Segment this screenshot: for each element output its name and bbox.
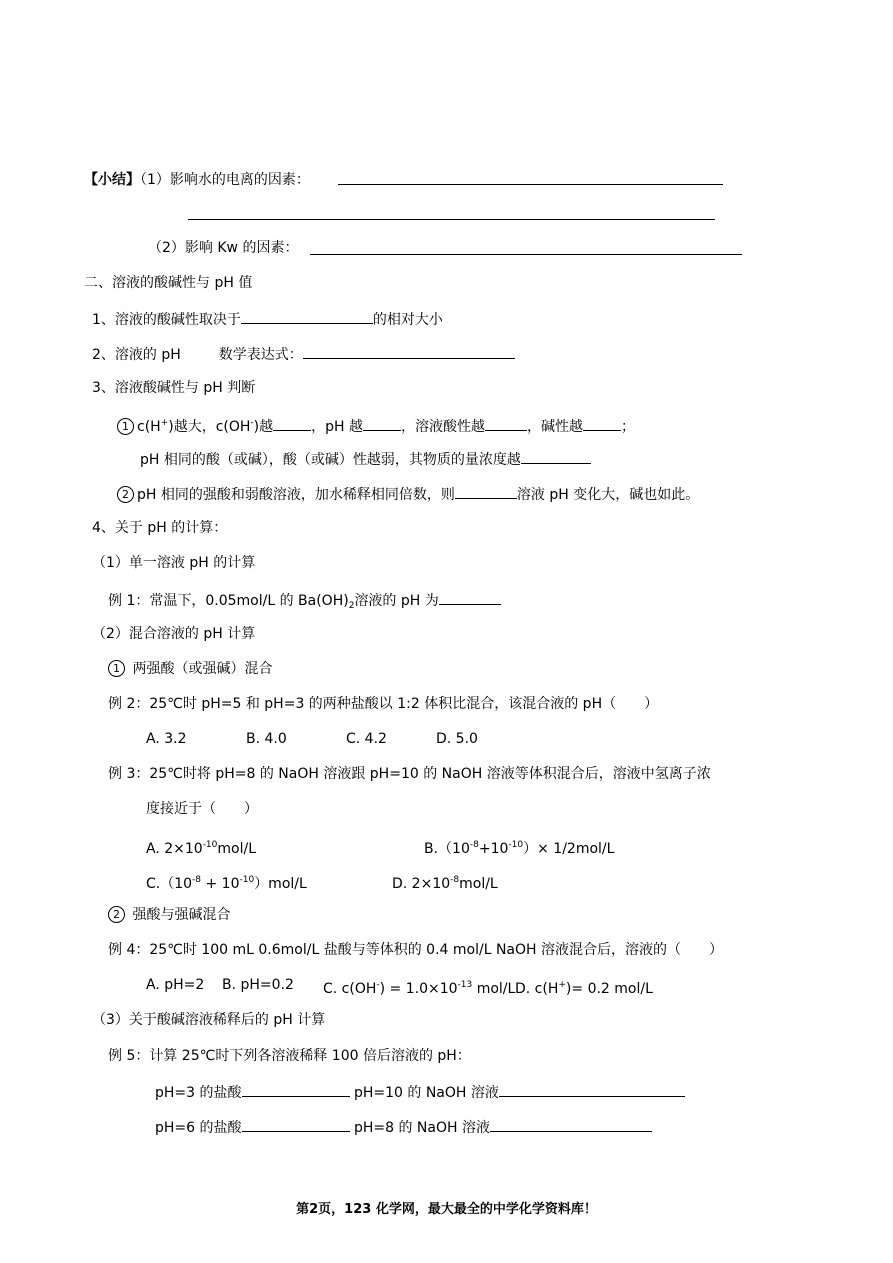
answer-blank[interactable]: [242, 1081, 350, 1097]
summary-item-2: （2）影响 Kw 的因素：: [148, 240, 299, 256]
answer-blank[interactable]: [188, 219, 715, 220]
subsection-1: （1）单一溶液 pH 的计算: [92, 555, 256, 571]
para-3c: 2 pH 相同的强酸和弱酸溶液，加水稀释相同倍数，则 溶液 pH 变化大，碱也如此。: [117, 483, 699, 505]
section-title: 二、溶液的酸碱性与 pH 值: [84, 275, 253, 291]
subsection-3: （3）关于酸碱溶液稀释后的 pH 计算: [92, 1012, 326, 1028]
example-3-cont: 度接近于（ ）: [146, 801, 258, 817]
answer-blank[interactable]: [583, 415, 621, 431]
answer-blank[interactable]: [363, 415, 401, 431]
para-1: 1、溶液的酸碱性取决于 的相对大小: [92, 308, 443, 330]
para-3: 3、溶液酸碱性与 pH 判断: [92, 380, 256, 396]
summary-tag: 【小结】: [84, 172, 140, 188]
option-b: B. pH=0.2: [222, 977, 294, 993]
option-c: C. 4.2: [346, 731, 387, 747]
example-5-row-2: pH=6 的盐酸 pH=8 的 NaOH 溶液: [155, 1116, 652, 1138]
page-footer: 第2页，123 化学网，最大最全的中学化学资料库！: [296, 1202, 597, 1217]
circled-number: 1: [108, 660, 125, 677]
option-d: D. 5.0: [436, 731, 478, 747]
summary-item-1: （1）影响水的电离的因素：: [140, 172, 310, 188]
option-a: A. $2\times 10^{-10}mol/L$: [146, 840, 256, 857]
answer-blank[interactable]: [490, 1116, 652, 1132]
example-1: 例 1：常温下，0.05mol/L 的 $Ba(OH)_2$溶液的 pH 为: [108, 589, 501, 616]
circled-number: 2: [108, 906, 125, 923]
answer-blank[interactable]: [241, 308, 373, 324]
example-5-row-1: pH=3 的盐酸 pH=10 的 NaOH 溶液: [155, 1081, 685, 1103]
example-3: 例 3：25℃时将 pH=8 的 NaOH 溶液跟 pH=10 的 NaOH 溶液等体积混合后，溶液中氢离子浓: [108, 766, 711, 782]
answer-blank[interactable]: [485, 415, 527, 431]
example-4: 例 4：25℃时 100 mL 0.6mol/L 盐酸与等体积的 0.4 mol/L NaOH 溶液混合后，溶液的（ ）: [108, 942, 724, 958]
circled-number: 1: [117, 418, 134, 435]
example-5: 例 5：计算 25℃时下列各溶液稀释 100 倍后溶液的 pH：: [108, 1048, 471, 1064]
para-3b: pH 相同的酸（或碱），酸（或碱）性越弱，其物质的量浓度越: [140, 448, 591, 470]
subsection-2b: 2 强酸与强碱混合: [108, 905, 230, 925]
option-a: A. 3.2: [146, 731, 187, 747]
answer-blank[interactable]: [499, 1081, 685, 1097]
answer-blank[interactable]: [439, 589, 501, 605]
subsection-2: （2）混合溶液的 pH 计算: [92, 626, 256, 642]
para-2: 2、溶液的 pH 数学表达式：: [92, 343, 515, 365]
subsection-2a: 1 两强酸（或强碱）混合: [108, 659, 272, 679]
answer-blank[interactable]: [455, 483, 517, 499]
option-c: $C.(10^{-8} + 10^{-10})mol/L$: [146, 875, 307, 892]
circled-number: 2: [117, 486, 134, 503]
answer-blank[interactable]: [303, 343, 515, 359]
para-3a: 1 c(H+)越大，c(OH-)越 ，pH 越 ，溶液酸性越 ，碱性越 ；: [117, 413, 635, 437]
summary-line-1: [84, 170, 310, 190]
option-d: D. c(H+)= 0.2 mol/L: [515, 980, 653, 997]
answer-blank[interactable]: [338, 184, 723, 185]
answer-blank[interactable]: [273, 415, 311, 431]
option-d: D. $2\times 10^{-8}mol/L$: [392, 875, 498, 892]
option-b: $B.(10^{-8}+10^{-10})\times 1/2mol/L$: [424, 840, 615, 857]
answer-blank[interactable]: [521, 448, 591, 464]
para-4: 4、关于 pH 的计算：: [92, 520, 228, 536]
option-b: B. 4.0: [246, 731, 287, 747]
example-2: 例 2：25℃时 pH=5 和 pH=3 的两种盐酸以 1:2 体积比混合，该混合液的 pH（ ）: [108, 696, 659, 712]
option-a: A. pH=2: [146, 977, 205, 993]
option-c: C. $c(OH^-) = 1.0\times 10^{-13}$ mol/L: [323, 980, 516, 997]
answer-blank[interactable]: [310, 254, 742, 255]
answer-blank[interactable]: [242, 1116, 350, 1132]
